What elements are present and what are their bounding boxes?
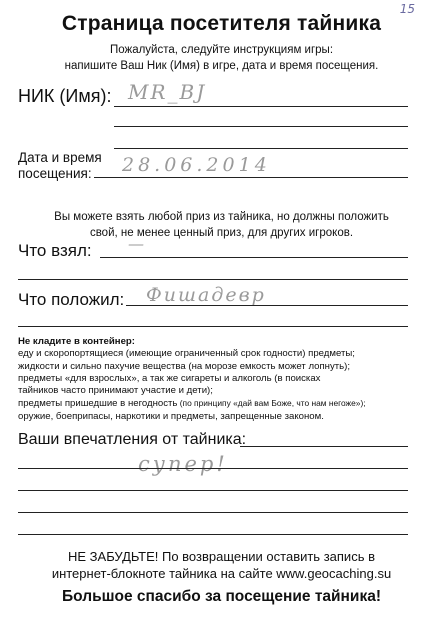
nick-line-2 [114, 126, 408, 127]
impressions-line-5 [18, 534, 408, 535]
rules-line-6: оружие, боеприпасы, наркотики и предметы, запрещенные законом. [18, 410, 324, 422]
datetime-handwritten-value: 28.06.2014 [122, 154, 271, 176]
took-label: Что взял: [18, 241, 92, 260]
nick-handwritten-value: MR_BJ [128, 80, 207, 104]
put-line [126, 305, 408, 306]
rules-line-5-main: предметы пришедшие в негодность [18, 398, 178, 410]
date-line-1 [114, 148, 408, 149]
put-label: Что положил: [18, 290, 125, 309]
put-handwritten-value: Фишадевр [146, 284, 266, 306]
rules-line-5 [18, 397, 428, 410]
impressions-label: Ваши впечатления от тайника: [18, 431, 247, 448]
took-line [100, 257, 408, 258]
impressions-handwritten-value: супер! [138, 452, 228, 476]
took-handwritten-value: — [128, 234, 146, 253]
instructions-line-1: Пожалуйста, следуйте инструкциям игры: [109, 44, 334, 56]
rules-line-4: тайников часто принимают участие и дети); [18, 385, 213, 397]
rules-heading: Не кладите в контейнер: [18, 336, 135, 347]
datetime-label-line-1: Дата и время [18, 150, 102, 165]
thanks-text: Большое спасибо за посещение тайника! [62, 588, 381, 605]
page-number: 15 [399, 2, 415, 16]
rules-block [18, 336, 428, 423]
rules-line-1: еду и скоропортящиеся (имеющие ограниченный срок годности) предметы; [18, 348, 355, 360]
prize-note-line-1: Вы можете взять любой приз из тайника, но должны положить [54, 211, 389, 223]
nick-line [114, 106, 408, 107]
reminder-line-2: интернет-блокноте тайника на сайте www.geocaching.su [51, 566, 392, 581]
prize-note-line-2: свой, не менее ценный приз, для других игроков. [89, 227, 354, 239]
reminder-line-1: НЕ ЗАБУДЬТЕ! По возвращении оставить запись в [68, 549, 375, 564]
put-line-2 [18, 326, 408, 327]
rules-line-5-note: (по принципу «дай вам Боже, что нам негоже»); [177, 398, 366, 409]
rules-line-3: предметы «для взрослых», а так же сигареты и алкоголь (в поисках [18, 372, 321, 384]
datetime-label-line-2: посещения: [18, 166, 92, 181]
date-line-2 [94, 177, 408, 178]
took-line-2 [18, 279, 408, 280]
nick-label: НИК (Имя): [18, 86, 112, 106]
impressions-line-1 [240, 446, 408, 447]
impressions-line-4 [18, 512, 408, 513]
impressions-line-3 [18, 490, 408, 491]
impressions-line-2 [18, 468, 408, 469]
rules-line-2: жидкости и сильно пахучие вещества (на морозе емкость может лопнуть); [18, 360, 351, 372]
page-title: Страница посетителя тайника [61, 12, 382, 35]
instructions-line-2: напишите Ваш Ник (Имя) в игре, дата и время посещения. [64, 60, 379, 72]
